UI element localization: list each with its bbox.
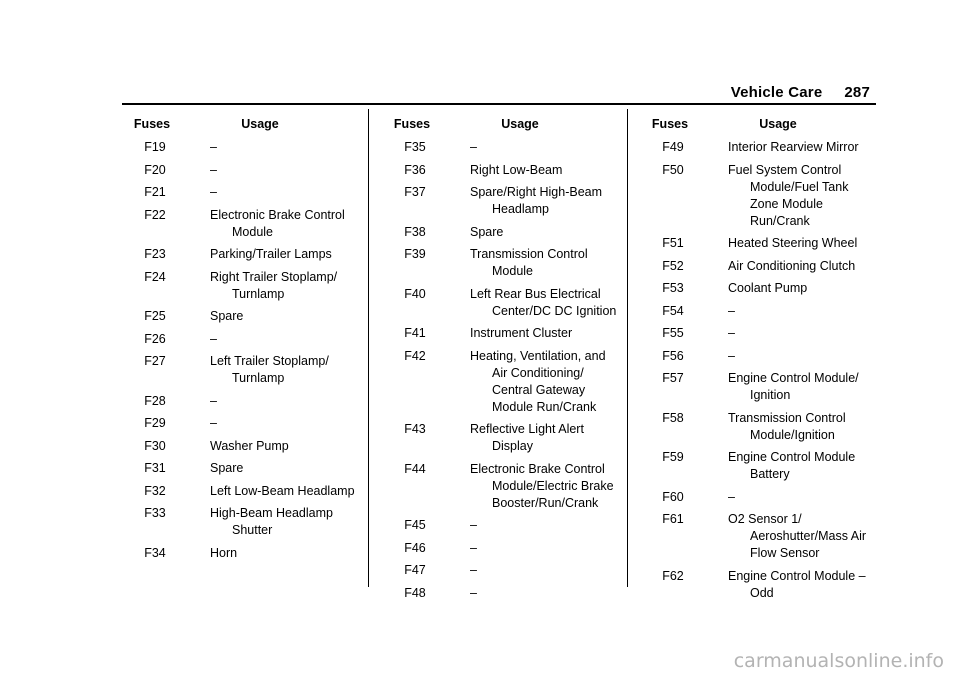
fuse-id: F25 (144, 309, 166, 323)
table-row (382, 162, 622, 179)
fuse-usage: Instrument Cluster (470, 326, 573, 340)
fuse-usage: Engine Control Module/ Ignition (728, 371, 859, 402)
fuse-usage: – (470, 518, 477, 532)
fuse-usage: Spare (210, 461, 244, 475)
table-row (122, 438, 362, 455)
fuse-id: F22 (144, 207, 166, 222)
fuse-usage: Spare (210, 309, 244, 323)
fuse-id: F61 (662, 512, 684, 526)
table-row (640, 162, 880, 230)
watermark: carmanualsonline.info (733, 650, 944, 672)
table-row (122, 162, 362, 179)
table-row (640, 370, 880, 404)
table-row (640, 489, 880, 506)
fuse-usage: Right Low-Beam (470, 162, 563, 177)
fuse-id: F32 (144, 483, 166, 498)
fuse-id: F43 (404, 422, 426, 436)
fuse-usage: – (210, 185, 217, 199)
table-row (122, 246, 362, 263)
fuse-usage: Right Trailer Stoplamp/ Turnlamp (210, 269, 338, 301)
fuse-id: F36 (404, 162, 426, 177)
table-row (382, 421, 622, 455)
fuse-usage: Coolant Pump (728, 281, 808, 295)
fuse-id: F26 (144, 331, 166, 346)
table-row (382, 562, 622, 579)
table-row (640, 258, 880, 275)
table-row (382, 461, 622, 512)
table-header (382, 116, 622, 133)
table-row (122, 331, 362, 348)
table-row (382, 348, 622, 416)
table-row (640, 449, 880, 483)
fuse-usage: Washer Pump (210, 438, 289, 453)
fuse-id: F48 (404, 585, 426, 600)
fuse-usage: – (210, 140, 217, 154)
table-row (382, 246, 622, 280)
fuse-usage: Heating, Ventilation, and Air Conditioning/ Central Gateway Module Run/Crank (470, 348, 606, 414)
fuse-id: F49 (662, 140, 684, 154)
fuse-usage: – (728, 303, 735, 318)
fuse-id: F54 (662, 303, 684, 318)
fuse-id: F52 (662, 258, 684, 273)
fuse-usage: O2 Sensor 1/ Aeroshutter/Mass Air Flow Sensor (728, 512, 867, 560)
fuse-usage: – (728, 489, 735, 504)
fuse-usage: Heated Steering Wheel (728, 236, 858, 250)
fuse-id: F23 (144, 247, 166, 261)
table-header (640, 116, 880, 133)
table-row (122, 207, 362, 241)
fuse-usage: Reflective Light Alert Display (470, 422, 584, 453)
table-row (122, 505, 362, 539)
fuse-id: F38 (404, 224, 426, 239)
fuse-id: F29 (144, 416, 166, 430)
column-divider (368, 109, 369, 587)
column-divider (627, 109, 628, 587)
fuse-usage: Transmission Control Module (470, 247, 588, 278)
fuse-id: F34 (144, 545, 166, 560)
table-row (640, 511, 880, 562)
table-row (640, 303, 880, 320)
fuse-id: F33 (144, 506, 166, 520)
fuses-header: Fuses (133, 117, 171, 131)
table-row (122, 353, 362, 387)
fuse-usage: High-Beam Headlamp Shutter (210, 506, 333, 537)
table-row (382, 224, 622, 241)
fuse-usage: – (210, 162, 217, 177)
fuse-id: F58 (662, 410, 684, 425)
usage-header: Usage (241, 117, 279, 131)
table-row (640, 325, 880, 342)
fuse-usage: – (470, 140, 477, 154)
fuse-id: F53 (662, 281, 684, 295)
fuse-id: F35 (404, 140, 426, 154)
fuse-usage: – (470, 585, 477, 600)
table-row (122, 483, 362, 500)
fuse-id: F50 (662, 162, 684, 177)
table-row (640, 410, 880, 444)
table-row (382, 517, 622, 534)
page-header (731, 84, 870, 101)
fuse-table-column-1 (122, 116, 362, 567)
fuse-id: F41 (404, 326, 426, 340)
fuse-id: F56 (662, 348, 684, 363)
table-row (640, 139, 880, 156)
table-row (122, 139, 362, 156)
fuse-table-column-2 (382, 116, 622, 607)
fuse-id: F59 (662, 450, 684, 464)
section-title: Vehicle Care (730, 84, 823, 101)
fuse-usage: Electronic Brake Control Module/Electric Brake Booster/Run/Crank (470, 461, 614, 510)
fuse-id: F19 (144, 140, 166, 154)
fuse-usage: Interior Rearview Mirror (728, 140, 859, 154)
fuse-usage: Electronic Brake Control Module (210, 207, 345, 239)
fuse-usage: – (210, 331, 217, 346)
fuse-id: F31 (144, 461, 166, 475)
table-row (122, 308, 362, 325)
fuse-id: F37 (404, 185, 426, 199)
fuse-id: F40 (404, 286, 426, 301)
table-row (640, 348, 880, 365)
table-row (640, 280, 880, 297)
table-row (382, 286, 622, 320)
table-row (122, 545, 362, 562)
fuse-usage: – (470, 540, 477, 555)
fuse-id: F55 (662, 326, 684, 340)
fuse-id: F30 (144, 438, 166, 453)
fuse-id: F62 (662, 568, 684, 583)
fuse-usage: Parking/Trailer Lamps (210, 247, 332, 261)
usage-header: Usage (759, 117, 797, 131)
fuse-usage: – (728, 348, 735, 363)
fuses-header: Fuses (393, 117, 431, 131)
table-header (122, 116, 362, 133)
fuse-id: F27 (144, 354, 166, 368)
fuse-usage: Left Low-Beam Headlamp (210, 483, 355, 498)
fuse-id: F20 (144, 162, 166, 177)
fuse-usage: Air Conditioning Clutch (728, 258, 856, 273)
table-row (122, 184, 362, 201)
fuses-header: Fuses (651, 117, 689, 131)
fuse-usage: – (728, 326, 735, 340)
fuse-id: F21 (144, 185, 166, 199)
fuse-usage: – (470, 563, 477, 577)
table-row (382, 540, 622, 557)
fuse-usage: – (210, 416, 217, 430)
fuse-usage: Fuel System Control Module/Fuel Tank Zone Module Run/Crank (728, 162, 849, 228)
fuse-usage: Engine Control Module Battery (728, 450, 856, 481)
table-row (382, 184, 622, 218)
fuse-id: F60 (662, 489, 684, 504)
fuse-id: F45 (404, 518, 426, 532)
fuse-id: F57 (662, 371, 684, 385)
fuse-id: F51 (662, 236, 684, 250)
fuse-id: F39 (404, 247, 426, 261)
fuse-usage: Horn (210, 545, 238, 560)
fuse-id: F24 (144, 269, 166, 284)
fuse-usage: Spare (470, 224, 504, 239)
fuse-usage: Left Trailer Stoplamp/ Turnlamp (210, 354, 329, 385)
table-row (382, 325, 622, 342)
usage-header: Usage (501, 117, 539, 131)
table-row (382, 139, 622, 156)
fuse-usage: Left Rear Bus Electrical Center/DC DC Ignition (470, 286, 617, 318)
table-row (122, 460, 362, 477)
fuse-usage: Transmission Control Module/Ignition (728, 410, 846, 442)
table-row (122, 269, 362, 303)
fuse-table-column-3 (640, 116, 880, 607)
page-number: 287 (844, 84, 870, 101)
fuse-id: F44 (404, 461, 426, 476)
fuse-id: F46 (404, 540, 426, 555)
fuse-id: F47 (404, 563, 426, 577)
fuse-usage: – (210, 393, 217, 408)
header-rule (122, 103, 876, 105)
fuse-id: F28 (144, 393, 166, 408)
table-row (640, 568, 880, 602)
table-row (640, 235, 880, 252)
table-row (122, 415, 362, 432)
table-row (382, 585, 622, 602)
table-row (122, 393, 362, 410)
fuse-id: F42 (404, 348, 426, 363)
fuse-usage: Engine Control Module – Odd (728, 568, 866, 600)
fuse-usage: Spare/Right High-Beam Headlamp (470, 185, 603, 216)
